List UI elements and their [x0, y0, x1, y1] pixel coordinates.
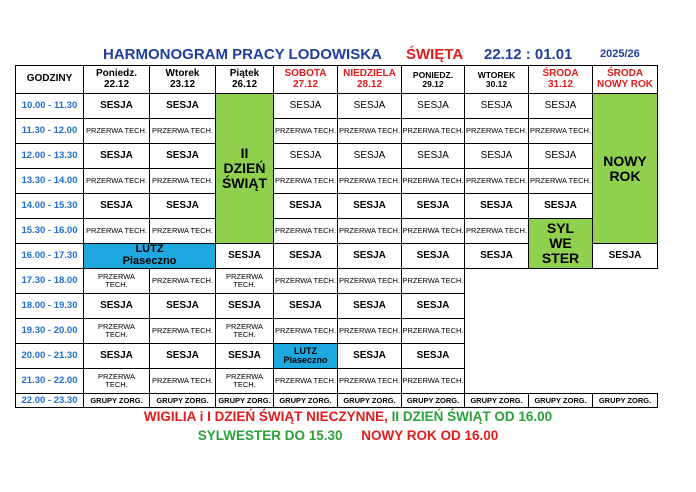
time-cell: 22.00 - 23.30 — [16, 394, 84, 408]
grupy-cell: GRUPY ZORG. — [84, 394, 150, 408]
sesja-cell: SESJA — [402, 144, 465, 169]
schedule-table — [15, 65, 658, 408]
przerwa-cell: PRZERWA TECH. — [338, 219, 402, 244]
sesja-cell: SESJA — [84, 194, 150, 219]
sesja-cell: SESJA — [84, 294, 150, 319]
time-cell: 15.30 - 16.00 — [16, 219, 84, 244]
przerwa-cell: PRZERWA TECH. — [465, 119, 529, 144]
przerwa-cell: PRZERWA TECH. — [150, 319, 216, 344]
sesja-cell: SESJA — [338, 144, 402, 169]
table-row — [16, 344, 658, 369]
lutz-piaseczno-cell: LUTZ Piaseczno — [274, 344, 338, 369]
przerwa-cell: PRZERWA TECH. — [465, 219, 529, 244]
sesja-cell: SESJA — [529, 144, 593, 169]
sesja-cell: SESJA — [402, 244, 465, 269]
day-header-2: Piątek 26.12 — [216, 66, 274, 94]
schedule-title — [0, 46, 696, 64]
przerwa-cell: PRZERWA TECH. — [84, 169, 150, 194]
przerwa-cell: PRZERWA TECH. — [84, 319, 150, 344]
sesja-cell: SESJA — [150, 94, 216, 119]
sesja-cell: SESJA — [465, 144, 529, 169]
table-row — [16, 319, 658, 344]
przerwa-cell: PRZERWA TECH. — [274, 219, 338, 244]
sesja-cell: SESJA — [84, 344, 150, 369]
footer-line-1 — [0, 409, 696, 424]
table-row — [16, 294, 658, 319]
grupy-cell: GRUPY ZORG. — [402, 394, 465, 408]
godziny-header: GODZINY — [16, 66, 84, 94]
przerwa-cell: PRZERWA TECH. — [338, 269, 402, 294]
day-header-6: WTOREK 30.12 — [465, 66, 529, 94]
table-row — [16, 219, 658, 244]
sesja-cell: SESJA — [402, 94, 465, 119]
day-header-7: ŚRODA 31.12 — [529, 66, 593, 94]
sesja-cell: SESJA — [465, 244, 529, 269]
table-row — [16, 94, 658, 119]
sesja-cell: SESJA — [84, 144, 150, 169]
day-header-0: Poniedz. 22.12 — [84, 66, 150, 94]
sesja-cell: SESJA — [274, 144, 338, 169]
sesja-cell: SESJA — [338, 244, 402, 269]
przerwa-cell: PRZERWA TECH. — [402, 219, 465, 244]
przerwa-cell: PRZERWA TECH. — [150, 119, 216, 144]
footer-sylwester-note: SYLWESTER DO 15.30 — [197, 428, 343, 443]
time-cell: 14.00 - 15.30 — [16, 194, 84, 219]
day-header-5: PONIEDZ. 29.12 — [402, 66, 465, 94]
time-cell: 19.30 - 20.00 — [16, 319, 84, 344]
sesja-cell: SESJA — [216, 294, 274, 319]
footer-line-2 — [0, 428, 696, 443]
przerwa-cell: PRZERWA TECH. — [338, 119, 402, 144]
sesja-cell: SESJA — [274, 94, 338, 119]
grupy-cell: GRUPY ZORG. — [150, 394, 216, 408]
sesja-cell: SESJA — [150, 144, 216, 169]
przerwa-cell: PRZERWA TECH. — [402, 319, 465, 344]
przerwa-cell: PRZERWA TECH. — [402, 169, 465, 194]
footer-ii-dzien-note: II DZIEŃ ŚWIĄT OD 16.00 — [387, 409, 553, 424]
lutz-piaseczno-block: LUTZ Piaseczno — [84, 244, 216, 269]
sesja-cell: SESJA — [274, 294, 338, 319]
sylwester-block: SYL WE STER — [529, 219, 593, 269]
day-header-8: ŚRODA NOWY ROK — [593, 66, 658, 94]
przerwa-cell: PRZERWA TECH. — [274, 119, 338, 144]
przerwa-cell: PRZERWA TECH. — [402, 269, 465, 294]
sesja-cell: SESJA — [150, 344, 216, 369]
time-cell: 16.00 - 17.30 — [16, 244, 84, 269]
table-row — [16, 269, 658, 294]
przerwa-cell: PRZERWA TECH. — [274, 369, 338, 394]
przerwa-cell: PRZERWA TECH. — [150, 369, 216, 394]
grupy-cell: GRUPY ZORG. — [338, 394, 402, 408]
sesja-cell: SESJA — [274, 194, 338, 219]
przerwa-cell: PRZERWA TECH. — [274, 269, 338, 294]
title-season: 2025/26 — [600, 48, 640, 60]
przerwa-cell: PRZERWA TECH. — [84, 369, 150, 394]
przerwa-cell: PRZERWA TECH. — [529, 119, 593, 144]
sesja-cell: SESJA — [529, 194, 593, 219]
title-swieta: ŚWIĘTA — [406, 46, 464, 63]
sesja-cell: SESJA — [465, 194, 529, 219]
table-row — [16, 119, 658, 144]
przerwa-cell: PRZERWA TECH. — [529, 169, 593, 194]
sesja-cell: SESJA — [216, 244, 274, 269]
title-dates: 22.12 : 01.01 — [484, 46, 573, 63]
table-row — [16, 369, 658, 394]
time-cell: 21.30 - 22.00 — [16, 369, 84, 394]
grupy-cell: GRUPY ZORG. — [216, 394, 274, 408]
przerwa-cell: PRZERWA TECH. — [150, 169, 216, 194]
time-cell: 10.00 - 11.30 — [16, 94, 84, 119]
przerwa-cell: PRZERWA TECH. — [216, 269, 274, 294]
nowy-rok-block: NOWY ROK — [593, 94, 658, 244]
time-cell: 13.30 - 14.00 — [16, 169, 84, 194]
sesja-cell: SESJA — [465, 94, 529, 119]
sesja-cell: SESJA — [150, 194, 216, 219]
time-cell: 20.00 - 21.30 — [16, 344, 84, 369]
table-row — [16, 394, 658, 408]
przerwa-cell: PRZERWA TECH. — [216, 319, 274, 344]
przerwa-cell: PRZERWA TECH. — [216, 369, 274, 394]
przerwa-cell: PRZERWA TECH. — [150, 219, 216, 244]
przerwa-cell: PRZERWA TECH. — [84, 269, 150, 294]
ii-dzien-swiat-block: II DZIEŃ ŚWIĄT — [216, 94, 274, 244]
sesja-cell: SESJA — [338, 94, 402, 119]
day-header-4: NIEDZIELA 28.12 — [338, 66, 402, 94]
przerwa-cell: PRZERWA TECH. — [465, 169, 529, 194]
przerwa-cell: PRZERWA TECH. — [150, 269, 216, 294]
sesja-cell: SESJA — [402, 194, 465, 219]
grupy-cell: GRUPY ZORG. — [465, 394, 529, 408]
sesja-cell: SESJA — [338, 344, 402, 369]
grupy-cell: GRUPY ZORG. — [529, 394, 593, 408]
przerwa-cell: PRZERWA TECH. — [338, 169, 402, 194]
przerwa-cell: PRZERWA TECH. — [274, 169, 338, 194]
time-cell: 18.00 - 19.30 — [16, 294, 84, 319]
przerwa-cell: PRZERWA TECH. — [84, 119, 150, 144]
sesja-cell: SESJA — [402, 344, 465, 369]
sesja-cell: SESJA — [338, 294, 402, 319]
footer-nowy-rok-note: NOWY ROK OD 16.00 — [342, 428, 499, 443]
title-main: HARMONOGRAM PRACY LODOWISKA — [103, 46, 382, 63]
sesja-cell: SESJA — [84, 94, 150, 119]
sesja-cell: SESJA — [593, 244, 658, 269]
sesja-cell: SESJA — [150, 294, 216, 319]
time-cell: 12.00 - 13.30 — [16, 144, 84, 169]
sesja-cell: SESJA — [338, 194, 402, 219]
przerwa-cell: PRZERWA TECH. — [274, 319, 338, 344]
przerwa-cell: PRZERWA TECH. — [338, 319, 402, 344]
przerwa-cell: PRZERWA TECH. — [402, 369, 465, 394]
table-row — [16, 169, 658, 194]
przerwa-cell: PRZERWA TECH. — [338, 369, 402, 394]
przerwa-cell: PRZERWA TECH. — [84, 219, 150, 244]
table-row — [16, 144, 658, 169]
przerwa-cell: PRZERWA TECH. — [402, 119, 465, 144]
table-row — [16, 194, 658, 219]
day-header-1: Wtorek 23.12 — [150, 66, 216, 94]
sesja-cell: SESJA — [216, 344, 274, 369]
time-cell: 17.30 - 18.00 — [16, 269, 84, 294]
sesja-cell: SESJA — [529, 94, 593, 119]
sesja-cell: SESJA — [402, 294, 465, 319]
grupy-cell: GRUPY ZORG. — [274, 394, 338, 408]
header-row — [16, 66, 658, 94]
time-cell: 11.30 - 12.00 — [16, 119, 84, 144]
footer-closed-note: WIGILIA i I DZIEŃ ŚWIĄT NIECZYNNE, — [143, 409, 388, 424]
sesja-cell: SESJA — [274, 244, 338, 269]
grupy-cell: GRUPY ZORG. — [593, 394, 658, 408]
day-header-3: SOBOTA 27.12 — [274, 66, 338, 94]
